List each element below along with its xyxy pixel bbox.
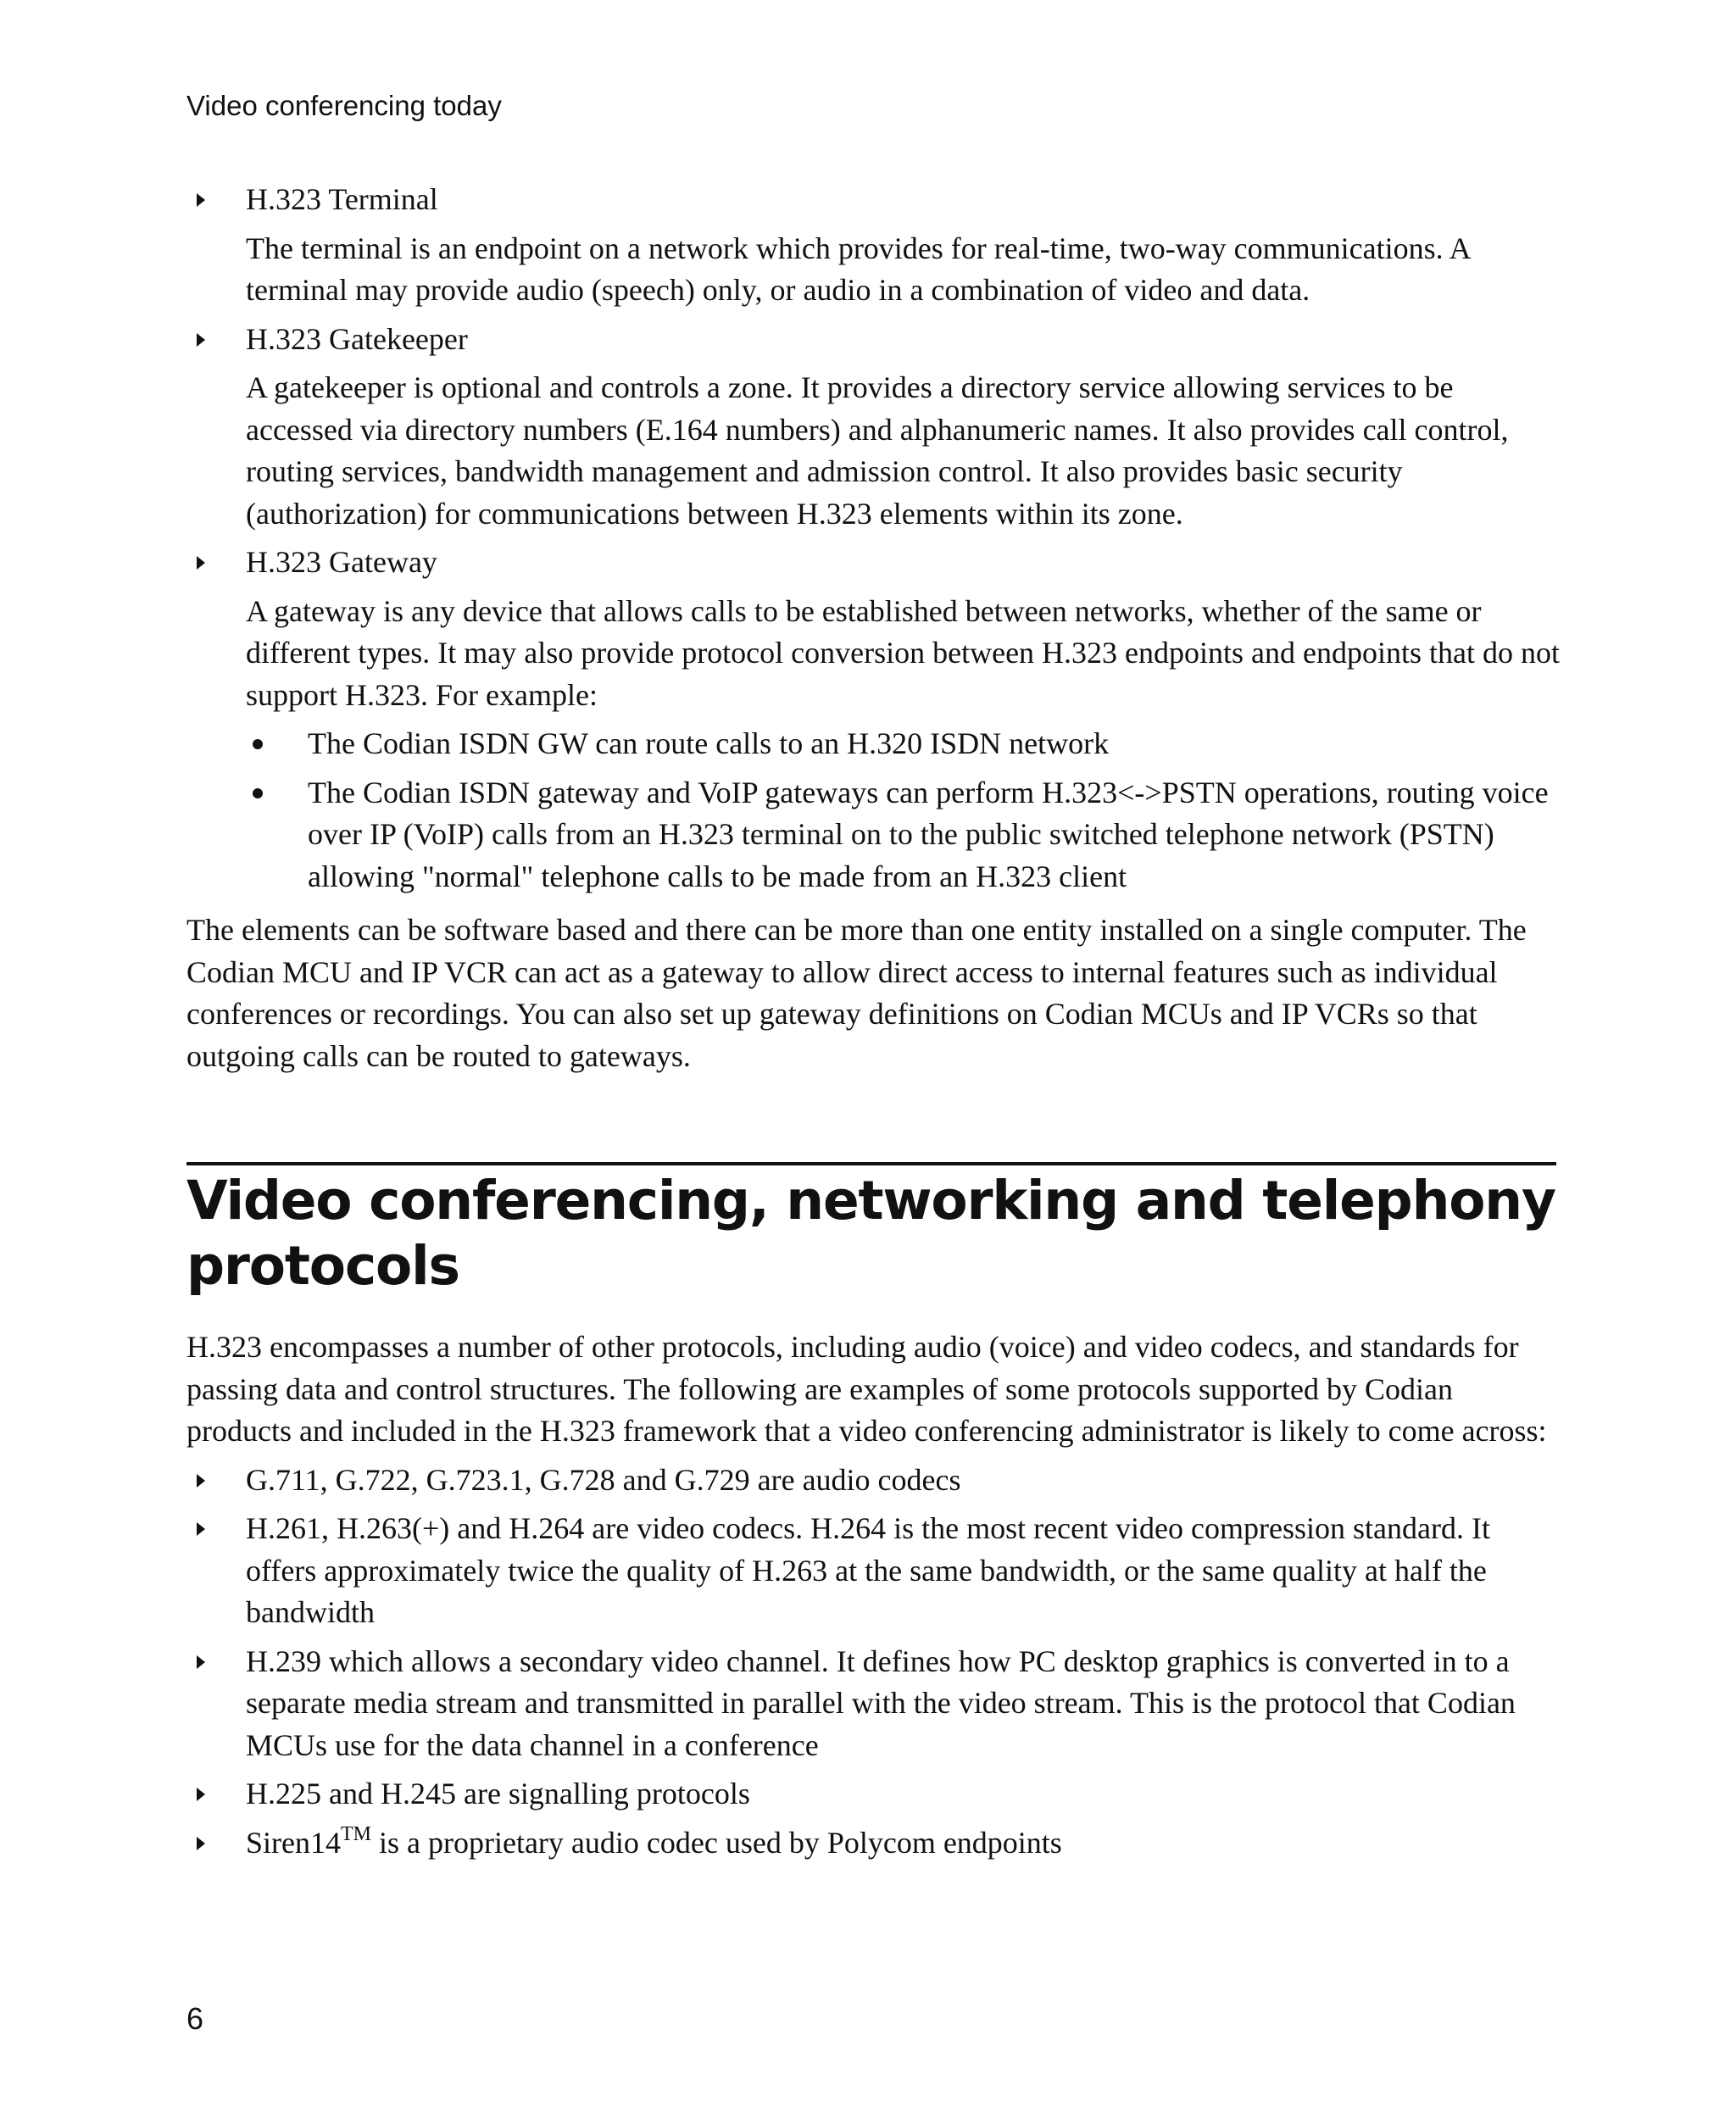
protocol-item [186,1822,1560,1865]
item-title: H.323 Terminal [246,182,438,216]
protocol-item-text: H.225 and H.245 are signalling protocols [246,1777,750,1810]
sub-item-text: The Codian ISDN gateway and VoIP gateways can perform H.323<->PSTN operations, routing voice over IP (VoIP) calls from an H.323 terminal on to the public switched telephone network (PSTN) allowing "normal" telephone calls to be made from an H.323 client [308,775,1549,893]
item-description: The terminal is an endpoint on a network which provides for real-time, two-way communications. A terminal may provide audio (speech) only, or audio in a combination of video and data. [246,231,1470,307]
siren-name: Siren14 [246,1825,341,1860]
list-item-gatekeeper [186,319,1560,536]
item-title: H.323 Gateway [246,545,437,579]
protocol-item-text: H.239 which allows a secondary video channel. It defines how PC desktop graphics is converted in to a separate media stream and transmitted in parallel with the video stream. This is the protocol that Codian MCUs use for the data channel in a conference [246,1643,1516,1762]
section-heading: Video conferencing, networking and telephony protocols [186,1170,1555,1297]
protocol-item [186,1773,1560,1816]
bullet-arrow-icon [197,556,205,570]
sub-item-text: The Codian ISDN GW can route calls to an H.320 ISDN network [308,726,1110,760]
section-rule [186,1162,1556,1165]
protocol-item [186,1508,1560,1634]
protocol-item-text: G.711, G.722, G.723.1, G.728 and G.729 are audio codecs [246,1462,961,1497]
protocol-item-text [246,1822,1560,1865]
protocol-item-text: H.261, H.263(+) and H.264 are video codecs. H.264 is the most recent video compression standard. It offers approximately twice the quality of H.263 at the same bandwidth, or the same quality at half the bandwidth [246,1511,1490,1629]
item-description: A gatekeeper is optional and controls a zone. It provides a directory service allowing services to be accessed via directory numbers (E.164 numbers) and alphanumeric names. It also provides call control, routing services, bandwidth management and admission control. It also provides basic security (authorization) for communications between H.323 elements within its zone. [246,370,1509,531]
list-item-gateway [186,542,1560,898]
component-list [186,179,1560,1077]
bullet-arrow-icon [197,193,205,207]
bullet-dot-icon [253,788,263,798]
protocol-item [186,1460,1560,1502]
gateway-examples-list [246,723,1560,898]
elements-paragraph: The elements can be software based and there can be more than one entity installed on a single computer. The Codian MCU and IP VCR can act as a gateway to allow direct access to internal features such as individual conferences or recordings. You can also set up gateway definitions on Codian MCUs and IP VCRs so that outgoing calls can be routed to gateways. [186,913,1527,1073]
list-item-terminal [186,179,1560,312]
protocols-section [186,1326,1560,1864]
bullet-arrow-icon [197,1522,205,1536]
bullet-arrow-icon [197,1837,205,1850]
item-description: A gateway is any device that allows calls to be established between networks, whether of the same or different types. It may also provide protocol conversion between H.323 endpoints and endpoints that do not support H.323. For example: [246,593,1561,712]
running-header: Video conferencing today [186,90,502,121]
protocol-item [186,1641,1560,1767]
bullet-arrow-icon [197,1788,205,1801]
page-number: 6 [186,2001,204,2036]
bullet-arrow-icon [197,1474,205,1488]
bullet-arrow-icon [197,333,205,347]
trademark-mark: TM [341,1822,371,1845]
siren-description: is a proprietary audio codec used by Polycom endpoints [371,1825,1062,1860]
sub-list-item [246,772,1560,898]
bullet-arrow-icon [197,1655,205,1669]
bullet-dot-icon [253,739,263,749]
sub-list-item [246,723,1560,765]
item-title: H.323 Gatekeeper [246,321,468,356]
section-intro: H.323 encompasses a number of other protocols, including audio (voice) and video codecs, and standards for passing data and control structures. The following are examples of some protocols supported by Codian products and included in the H.323 framework that a video conferencing administrator is likely to come across: [186,1330,1547,1448]
